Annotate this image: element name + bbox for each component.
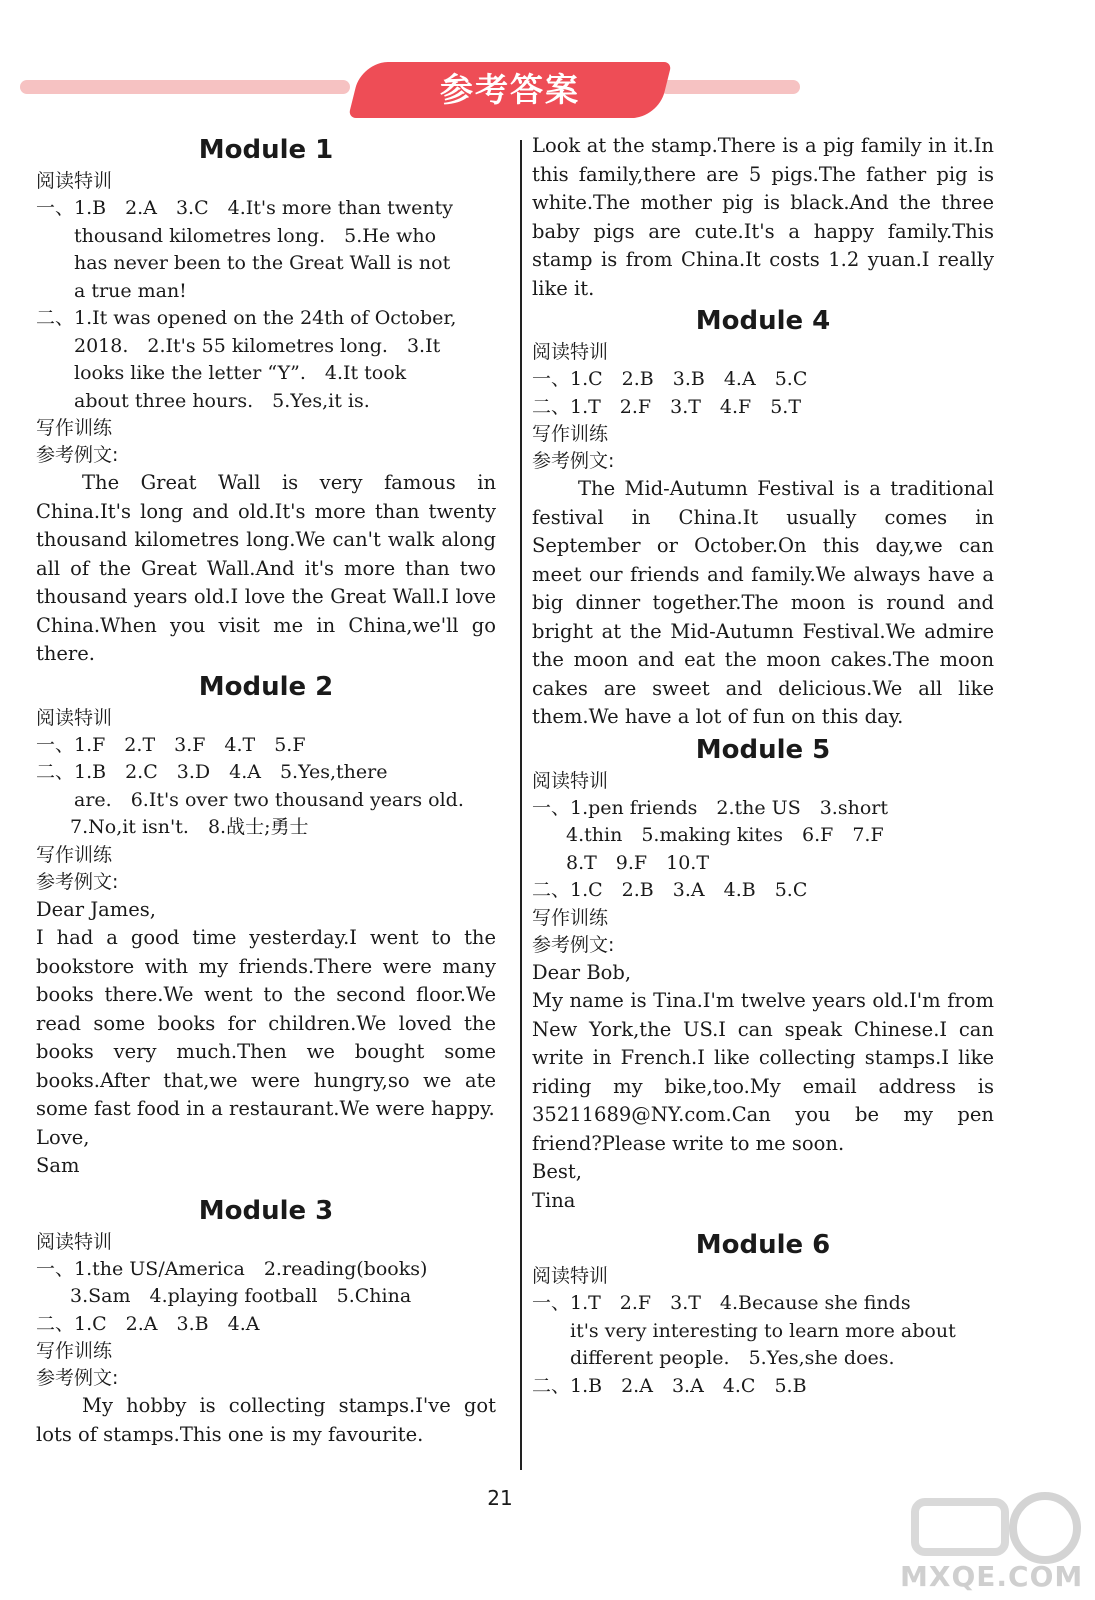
module-6-title: Module 6 [695, 1230, 831, 1260]
module-3-reading-heading: 阅读特训 [36, 1230, 113, 1253]
module-2-sample-label: 参考例文: [36, 870, 119, 893]
module-1-line: about three hours. 5.Yes,it is. [74, 389, 370, 412]
module-3-line: 一、1.the US/America 2.reading(books) [36, 1257, 428, 1280]
module-3-line: 3.Sam 4.playing football 5.China [70, 1285, 412, 1307]
module-1-sample-label: 参考例文: [36, 444, 119, 466]
module-2-greeting: Dear James, [36, 897, 156, 921]
module-5-line: 8.T 9.F 10.T [566, 851, 710, 874]
module-2-line: 二、1.B 2.C 3.D 4.A 5.Yes,there [36, 761, 388, 783]
left-column [36, 132, 496, 1449]
module-3-writing-heading: 写作训练 [36, 1340, 113, 1362]
module-2-reading-heading: 阅读特训 [36, 706, 113, 729]
module-2-line: 7.No,it isn't. 8.战士;勇士 [70, 816, 309, 838]
page-number: 21 [487, 1486, 513, 1510]
module-5-line: 4.thin 5.making kites 6.F 7.F [566, 824, 884, 846]
module-1-line: has never been to the Great Wall is not [74, 252, 451, 274]
watermark-text: MXQE.COM [900, 1560, 1084, 1593]
module-4-title: Module 4 [695, 306, 831, 336]
module-5-sample-label: 参考例文: [532, 933, 615, 956]
module-5-signature: Tina [532, 1188, 576, 1212]
module-6-line: it's very interesting to learn more about [570, 1319, 956, 1342]
module-6-reading-heading: 阅读特训 [532, 1265, 609, 1287]
module-3-line: 二、1.C 2.A 3.B 4.A [36, 1312, 260, 1335]
module-3-essay-continued: Look at the stamp.There is a pig family in it.In this family,there are 5 pigs.The father pig is white.The mother pig is black.And the three baby pigs are cute.It's a happy family.This stamp is from China.It costs 1.2 yuan.I really like it. [532, 134, 994, 300]
module-5-reading-heading: 阅读特训 [532, 769, 609, 792]
module-5-closing: Best, [532, 1160, 582, 1183]
module-5-line: 一、1.pen friends 2.the US 3.short [532, 796, 888, 819]
module-1-line: 一、1.B 2.A 3.C 4.It's more than twenty [36, 197, 453, 219]
banner-stripe-left [20, 80, 350, 94]
module-3-title: Module 3 [198, 1195, 334, 1226]
right-column [532, 132, 994, 1400]
module-2-signature: Sam [36, 1154, 80, 1177]
banner-stripe-right [660, 80, 800, 94]
module-5-essay: My name is Tina.I'm twelve years old.I'm from New York,the US.I can speak Chinese.I can write in French.I like collecting stamps.I like riding my bike,too.My email address is 35211689@NY.com.Can you be my pen friend?Please write to me soon. [532, 989, 994, 1155]
module-1-essay: The Great Wall is very famous in China.It's long and old.It's more than twenty thousand kilometres long.We can't walk along all of the Great Wall.And it's more than two thousand years old.I love the Great Wall.I love China.When you visit me in China,we'll go there. [36, 471, 496, 665]
module-3-sample-label: 参考例文: [36, 1367, 119, 1389]
module-1-line: looks like the letter “Y”. 4.It took [74, 362, 407, 384]
module-1-line: 2018. 2.It's 55 kilometres long. 3.It [74, 334, 441, 357]
module-2-closing: Love, [36, 1125, 90, 1149]
module-1-title: Module 1 [198, 135, 334, 165]
page-title: 参考答案 [440, 70, 580, 109]
module-3-essay: My hobby is collecting stamps.I've got lots of stamps.This one is my favourite. [36, 1394, 496, 1446]
module-4-sample-label: 参考例文: [532, 450, 615, 472]
module-5-title: Module 5 [695, 734, 831, 765]
module-6-line: different people. 5.Yes,she does. [570, 1347, 895, 1369]
module-1-line: 二、1.It was opened on the 24th of October, [36, 307, 457, 329]
module-2-title: Module 2 [198, 671, 334, 702]
module-6-line: 二、1.B 2.A 3.A 4.C 5.B [532, 1374, 807, 1397]
module-1-reading-heading: 阅读特训 [36, 170, 113, 192]
module-4-essay: The Mid-Autumn Festival is a traditional festival in China.It usually comes in September or October.On this day,we can meet our friends and family.We always have a big dinner together.The moon is round and bright at the Mid-Autumn Festival.We admire the moon and eat the moon cakes.The moon cakes are sweet and delicious.We all like them.We have a lot of fun on this day. [532, 477, 994, 728]
header-banner [0, 40, 1095, 140]
module-4-writing-heading: 写作训练 [532, 423, 609, 445]
module-1-writing-heading: 写作训练 [36, 417, 113, 439]
module-2-writing-heading: 写作训练 [36, 843, 113, 866]
module-2-line: are. 6.It's over two thousand years old. [74, 788, 464, 811]
module-5-greeting: Dear Bob, [532, 960, 632, 984]
module-5-writing-heading: 写作训练 [532, 906, 609, 929]
module-1-line: a true man! [74, 279, 187, 302]
module-4-line: 二、1.T 2.F 3.T 4.F 5.T [532, 395, 802, 418]
module-2-line: 一、1.F 2.T 3.F 4.T 5.F [36, 733, 306, 756]
module-5-line: 二、1.C 2.B 3.A 4.B 5.C [532, 879, 808, 901]
module-4-reading-heading: 阅读特训 [532, 341, 609, 363]
module-4-line: 一、1.C 2.B 3.B 4.A 5.C [532, 368, 808, 390]
column-divider [520, 140, 522, 1470]
module-6-line: 一、1.T 2.F 3.T 4.Because she finds [532, 1292, 911, 1314]
module-2-essay: I had a good time yesterday.I went to the bookstore with my friends.There were many books there.We went to the second floor.We read some books for children.We loved the books very much.Then we bought some books.After that,we were hungry,so we ate some fast food in a restaurant.We were happy. [36, 926, 496, 1120]
module-1-line: thousand kilometres long. 5.He who [74, 224, 437, 247]
